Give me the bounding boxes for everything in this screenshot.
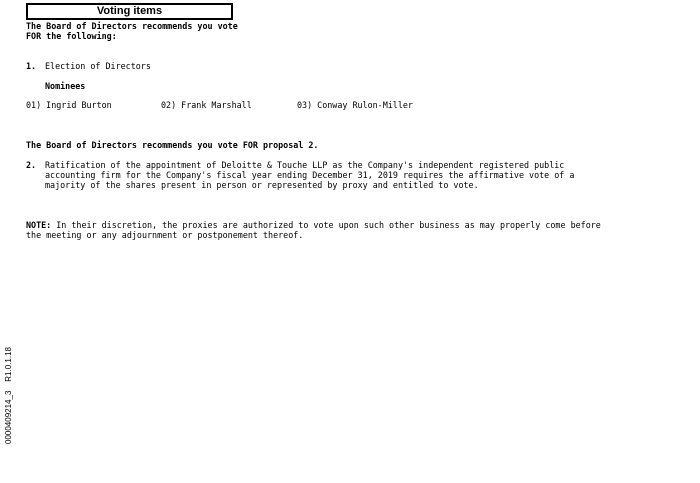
board-recommendation-line2: FOR the following: bbox=[26, 31, 117, 41]
nominee-3: 03) Conway Rulon-Miller bbox=[297, 100, 413, 110]
nominees-heading: Nominees bbox=[45, 81, 86, 91]
item-1-label: Election of Directors bbox=[45, 61, 151, 71]
note-line2: the meeting or any adjournment or postponement thereof. bbox=[26, 230, 304, 240]
item-2-text-line3: majority of the shares present in person or represented by proxy and entitled to vote. bbox=[45, 180, 479, 190]
note-text-line1: In their discretion, the proxies are authorized to vote upon such other business as may properly come before bbox=[51, 220, 601, 230]
nominee-2: 02) Frank Marshall bbox=[161, 100, 252, 110]
voting-items-title: Voting items bbox=[26, 3, 233, 20]
note-label: NOTE: bbox=[26, 220, 52, 230]
board-recommendation-line1: The Board of Directors recommends you vote bbox=[26, 21, 238, 31]
document-side-code: 0000409214_3 R1.0.1.18 bbox=[4, 347, 13, 444]
item-2-number: 2. bbox=[26, 160, 37, 170]
item-2-text-line2: accounting firm for the Company's fiscal year ending December 31, 2019 requires the affirmative vote of a bbox=[45, 170, 575, 180]
board-recommendation-proposal-2: The Board of Directors recommends you vote FOR proposal 2. bbox=[26, 140, 319, 150]
nominee-1: 01) Ingrid Burton bbox=[26, 100, 112, 110]
item-2-text-line1: Ratification of the appointment of Deloitte & Touche LLP as the Company's independent registered public bbox=[45, 160, 565, 170]
note-line1 bbox=[26, 220, 601, 230]
item-1-number: 1. bbox=[26, 61, 37, 71]
